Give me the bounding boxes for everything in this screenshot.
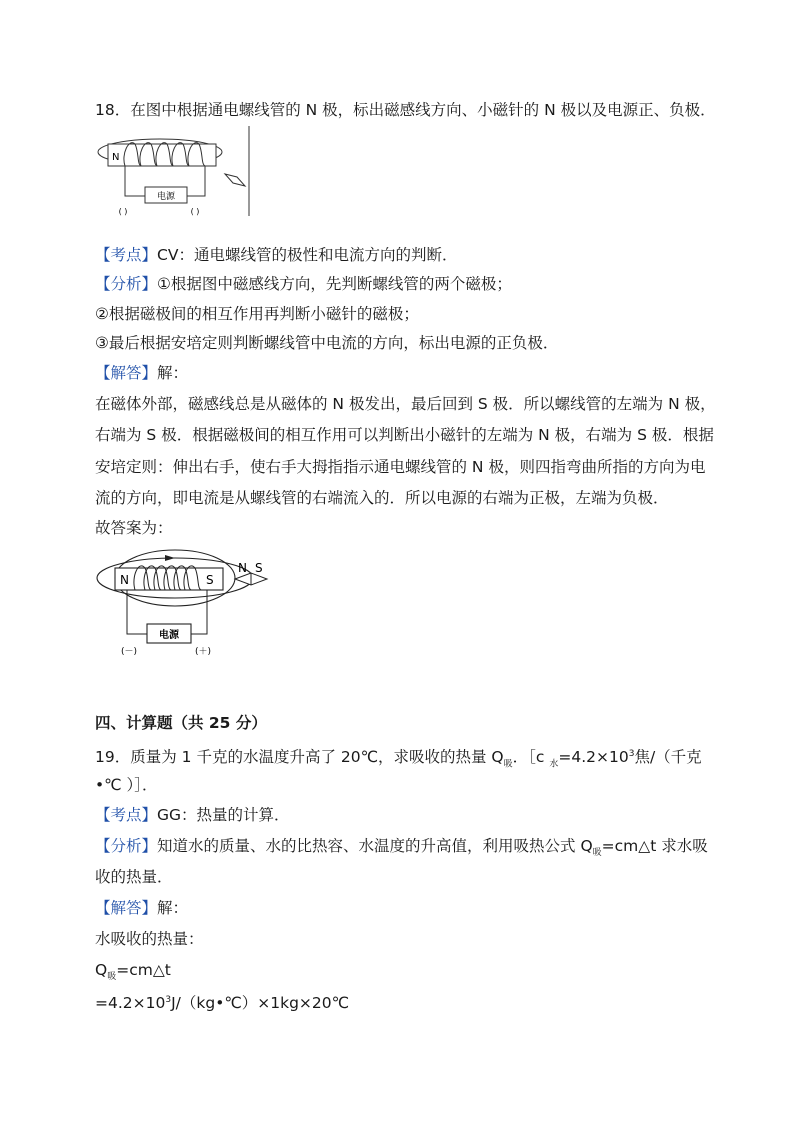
fig2-left-pole: N — [120, 573, 129, 587]
q18-fenxi-line-3: ③最后根据安培定则判断螺线管中电流的方向，标出电源的正负极． — [95, 334, 559, 352]
fig2-needle-s: S — [255, 561, 263, 575]
q19-jieda-text: 解： — [157, 899, 189, 917]
q19-jieda-tag: 【解答】 — [95, 899, 158, 917]
fig2-needle-n: N — [238, 561, 247, 575]
solenoid-figure-answer — [95, 542, 280, 660]
q19-line-1: 19．质量为 1 千克的水温度升高了 20℃，求吸收的热量 $Q_吸$．［c $_水=4.2\times 10^3$焦/（千克 — [95, 748, 702, 770]
q18-kaodian-tag: 【考点】 — [95, 246, 158, 264]
section-4-title: 四、计算题（共 25 分） — [95, 714, 267, 732]
fig2-right-pole: S — [206, 573, 214, 587]
fig2-minus: (－) — [120, 647, 138, 657]
fig1-pole-label: N — [112, 152, 120, 163]
q19-calc-line-2: $Q_吸=cm\triangle t$ — [95, 961, 171, 983]
fig2-plus: (＋) — [194, 647, 212, 657]
compass-needle-icon — [225, 174, 245, 186]
field-direction-arrow-icon — [165, 555, 175, 561]
q18-answer-line-4: 流的方向，即电流是从螺线管的右端流入的．所以电源的右端为正极，左端为负极． — [95, 489, 669, 507]
q18-jieda-text: 解： — [157, 364, 189, 382]
q18-answer-line-3: 安培定则：伸出右手，使右手大拇指指示通电螺线管的 N 极，则四指弯曲所指的方向为电 — [95, 458, 706, 476]
q19-line-2: •℃ ）］． — [95, 776, 158, 794]
q19-fenxi-line-2: 收的热量． — [95, 868, 173, 886]
fig1-left-bracket: ( ) — [118, 207, 128, 216]
fig1-right-bracket: ( ) — [190, 207, 200, 216]
q19-calc-line-1: 水吸收的热量： — [95, 930, 204, 948]
q19-fenxi-line-1: 【分析】知道水的质量、水的比热容、水温度的升高值，利用吸热公式 $Q_吸=cm\triangle t$ 求水吸 — [95, 837, 708, 859]
q18-fenxi-line-1: ①根据图中磁感线方向，先判断螺线管的两个磁极； — [157, 275, 512, 293]
q18-fenxi-line-2: ②根据磁极间的相互作用再判断小磁针的磁极； — [95, 305, 419, 323]
solenoid-figure-question — [95, 124, 255, 220]
q18-jieda-tag: 【解答】 — [95, 364, 158, 382]
q19-calc-line-3: $=4.2\times 10^3J/(kg•℃)\times 1kg\times 20℃$ — [95, 994, 350, 1013]
q18-answer-line-1: 在磁体外部，磁感线总是从磁体的 N 极发出，最后回到 S 极．所以螺线管的左端为 N 极， — [95, 395, 716, 413]
fig1-source-label: 电源 — [156, 192, 176, 202]
q19-fenxi-tag: 【分析】 — [95, 837, 158, 855]
q18-fenxi-tag: 【分析】 — [95, 275, 158, 293]
fig2-source-label: 电源 — [159, 630, 179, 641]
q19-kaodian-text: GG：热量的计算． — [157, 806, 290, 824]
q18-title: 18．在图中根据通电螺线管的 N 极，标出磁感线方向、小磁针的 N 极以及电源正、负极． — [95, 101, 716, 119]
q18-answer-line-2: 右端为 S 极．根据磁极间的相互作用可以判断出小磁针的左端为 N 极，右端为 S 极．根据 — [95, 426, 714, 444]
q18-kaodian-text: CV：通电螺线管的极性和电流方向的判断． — [157, 246, 458, 264]
q19-kaodian-tag: 【考点】 — [95, 806, 158, 824]
q18-answer-line-5: 故答案为： — [95, 519, 173, 537]
